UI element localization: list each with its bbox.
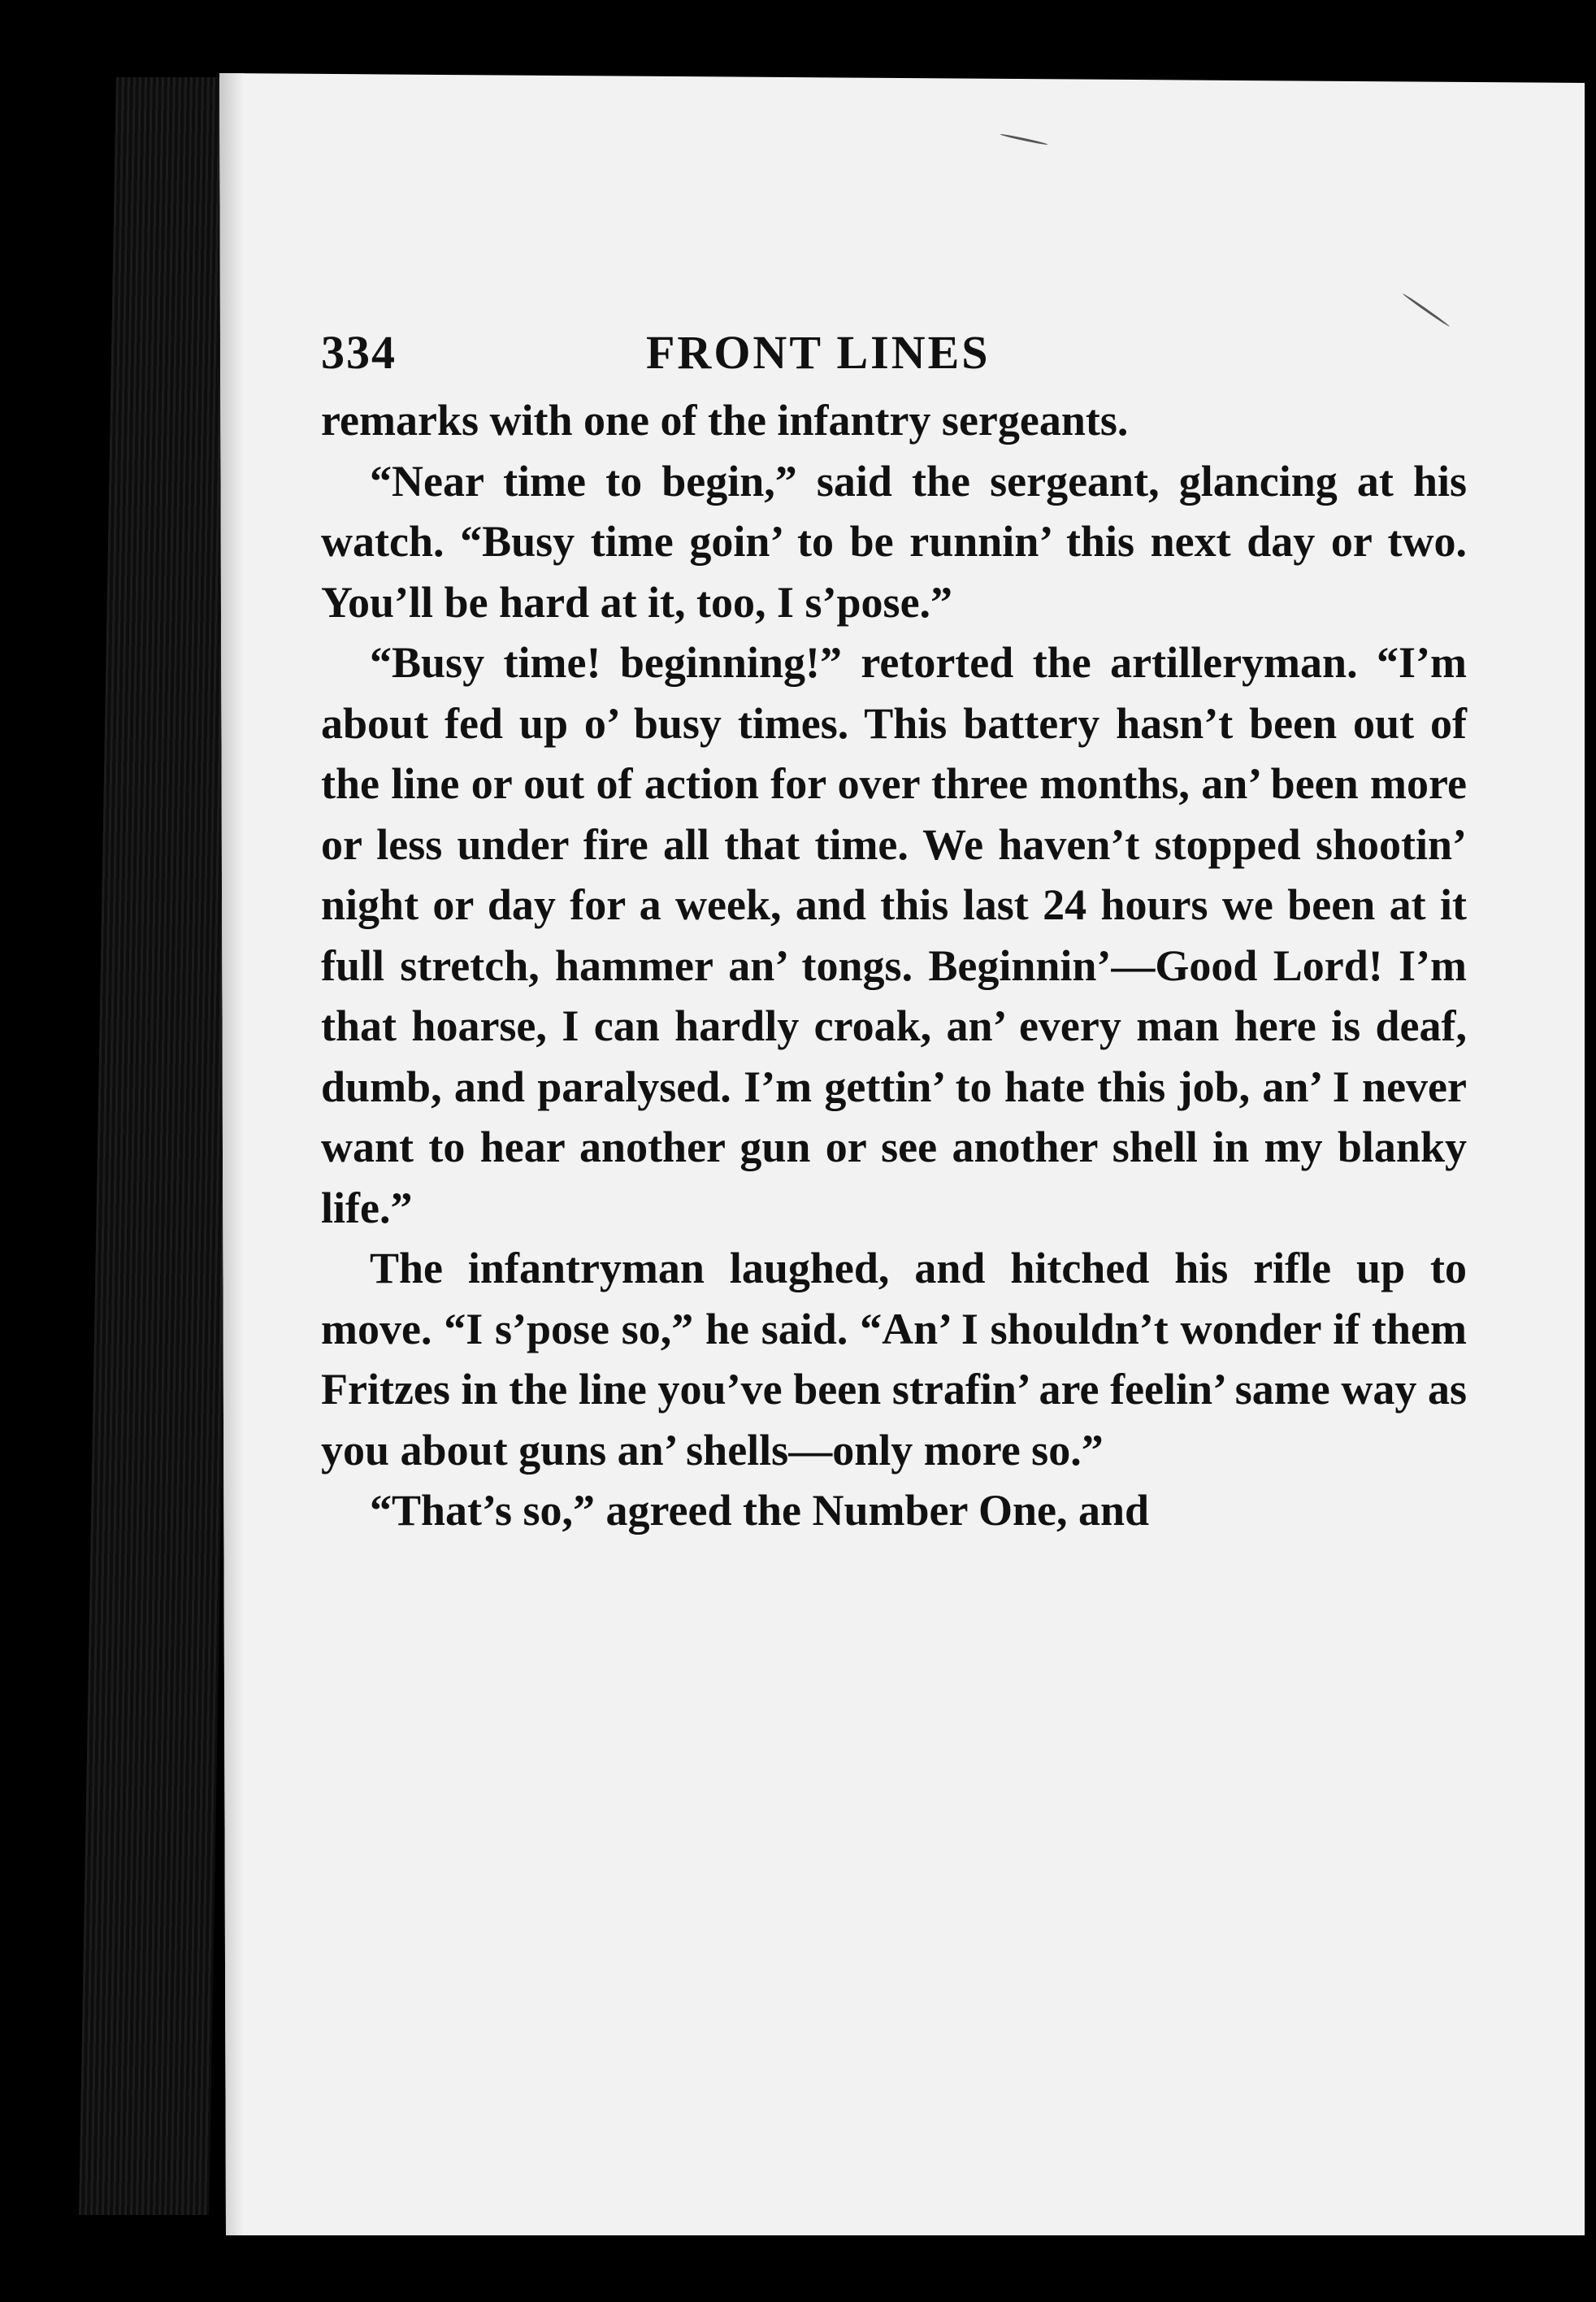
paragraph: remarks with one of the infantry sergeants. [321, 396, 1129, 445]
body-text [321, 390, 1467, 1541]
running-head: FRONT LINES [646, 326, 991, 379]
paragraph: The infantryman laughed, and hitched his rifle up to move. “I s’pose so,” he said. “An’ I shouldn’t wonder if them Fritzes in the line you’ve been strafin’ are feelin’ same way as you about guns an’ shells—only more so.” [321, 1244, 1467, 1475]
scan-mark [1402, 293, 1450, 328]
paragraph: “Busy time! beginning!” retorted the artilleryman. “I’m about fed up o’ busy times. This battery hasn’t been out of the line or out of action for over three months, an’ been more or less under fire all that time. We haven’t stopped shootin’ night or day for a week, and this last 24 hours we been at it full stretch, hammer an’ tongs. Beginnin’—Good Lord! I’m that hoarse, I can hardly croak, an’ every man here is deaf, dumb, and paralysed. I’m gettin’ to hate this job, an’ I never want to hear another gun or see another shell in my blanky life.” [321, 638, 1467, 1232]
paragraph: “Near time to begin,” said the sergeant, glancing at his watch. “Busy time goin’ to be runnin’ this next day or two. You’ll be hard at it, too, I s’pose.” [321, 456, 1467, 627]
page-number: 334 [321, 326, 397, 379]
scan-mark [1000, 133, 1047, 146]
page-header [321, 325, 1459, 390]
paragraph: “That’s so,” agreed the Number One, and [370, 1486, 1150, 1535]
